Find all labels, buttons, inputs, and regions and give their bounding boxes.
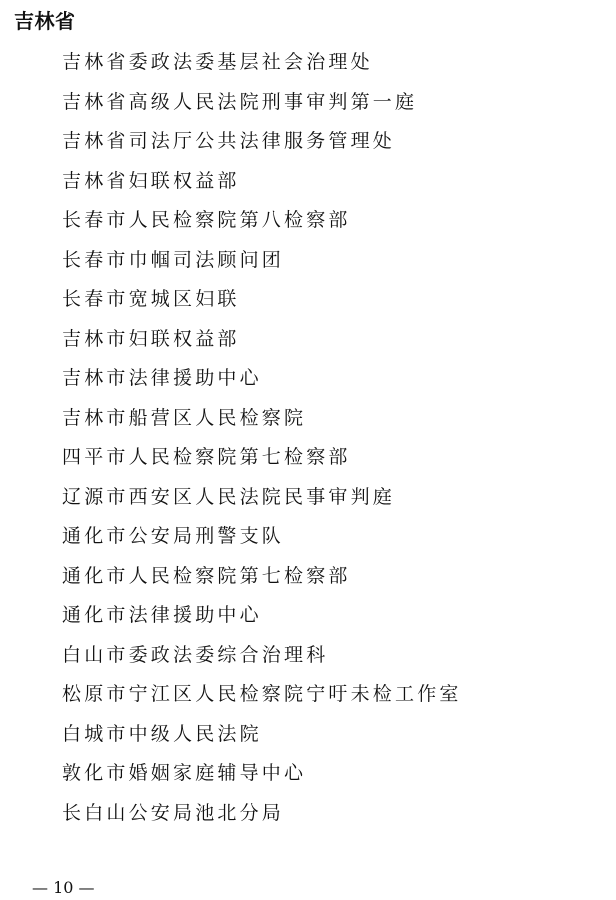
list-item: 长春市巾帼司法顾问团 [62, 248, 285, 271]
list-item: 通化市法律援助中心 [62, 604, 262, 626]
list-item: 吉林省妇联权益部 [62, 169, 240, 192]
list-item: 通化市人民检察院第七检察部 [62, 564, 351, 587]
list-item: 四平市人民检察院第七检察部 [62, 446, 351, 468]
list-item: 敦化市婚姻家庭辅导中心 [62, 762, 307, 784]
page-title: 吉林省 [14, 9, 76, 33]
list-item: 长白山公安局池北分局 [62, 801, 285, 824]
list-item: 通化市公安局刑警支队 [62, 525, 285, 547]
page-number: — 10 — [32, 878, 95, 897]
list-item: 长春市人民检察院第八检察部 [62, 209, 351, 231]
list-item: 吉林省委政法委基层社会治理处 [62, 51, 373, 73]
list-item: 松原市宁江区人民检察院宁吁未检工作室 [62, 683, 462, 705]
list-item: 辽源市西安区人民法院民事审判庭 [62, 485, 396, 508]
list-item: 吉林市法律援助中心 [62, 367, 262, 389]
list-item: 白城市中级人民法院 [62, 722, 262, 745]
list-item: 吉林市船营区人民检察院 [62, 406, 307, 429]
list-item: 吉林市妇联权益部 [62, 327, 240, 350]
organization-list [62, 47, 462, 837]
list-item: 白山市委政法委综合治理科 [62, 643, 329, 666]
list-item: 吉林省高级人民法院刑事审判第一庭 [62, 90, 418, 113]
list-item: 长春市宽城区妇联 [62, 288, 240, 310]
list-item: 吉林省司法厅公共法律服务管理处 [62, 130, 396, 152]
